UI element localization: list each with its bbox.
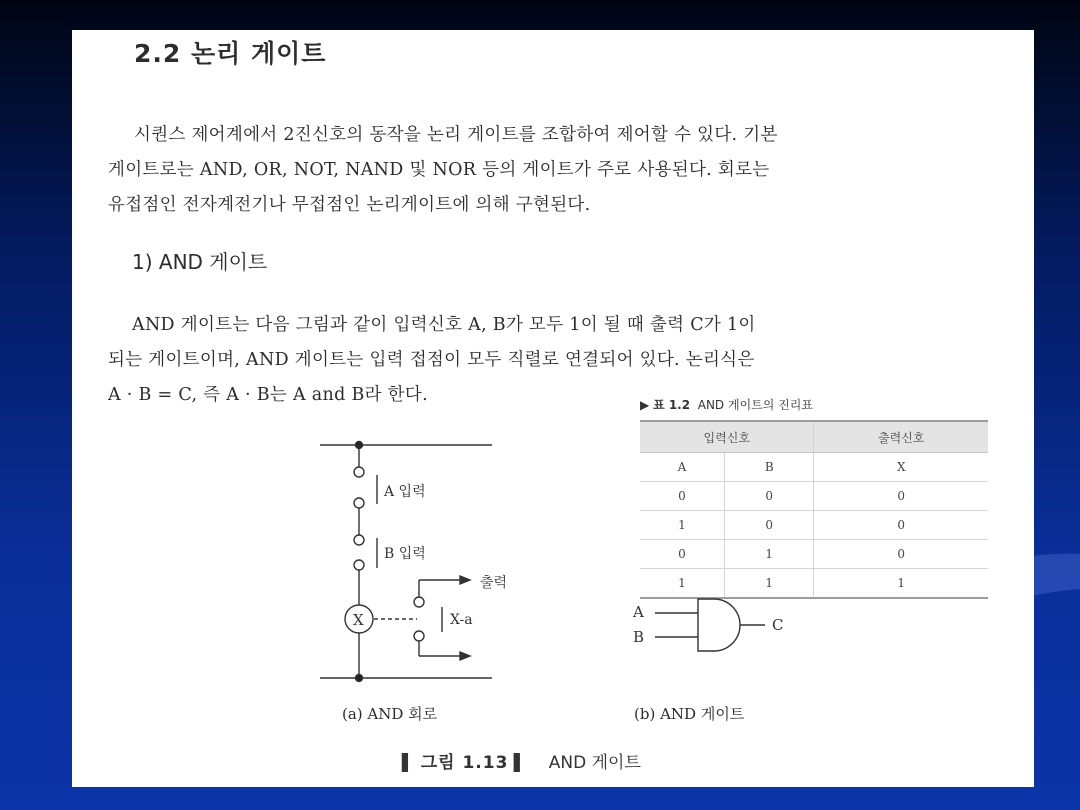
- table-cell: 1: [724, 540, 814, 569]
- table-cell: 0: [814, 511, 988, 540]
- col-b-header: B: [724, 453, 814, 482]
- gate-input-b-label: B: [633, 628, 645, 646]
- col-a-header: A: [640, 453, 724, 482]
- contact-label: X-a: [450, 612, 473, 628]
- caption-bar-icon: ▌: [402, 753, 416, 772]
- xa-contact-bottom: [414, 631, 424, 641]
- table-cell: 1: [724, 569, 814, 599]
- and-line-3: A · B = C, 즉 A · B는 A and B라 한다.: [108, 385, 428, 405]
- and-gate-symbol: [698, 599, 740, 651]
- gate-caption: (b) AND 게이트: [634, 705, 745, 723]
- output-label: 출력: [480, 575, 508, 591]
- table-cell: 1: [640, 569, 724, 599]
- contact-a-bottom: [354, 498, 364, 508]
- subsection-heading: 1) AND 게이트: [132, 250, 268, 274]
- table-cell: 0: [724, 511, 814, 540]
- gate-input-a-label: A: [633, 603, 644, 621]
- table-title: AND 게이트의 진리표: [697, 398, 813, 412]
- table-cell: 0: [640, 540, 724, 569]
- figure-number: 그림 1.13: [420, 753, 509, 773]
- output-signal-header: 출력신호: [814, 421, 988, 453]
- intro-line-3: 유접점인 전자계전기나 무접점인 논리게이트에 의해 구현된다.: [108, 195, 591, 215]
- table-cell: 0: [814, 482, 988, 511]
- triangle-marker-icon: ▶: [640, 398, 650, 412]
- col-x-header: X: [814, 453, 988, 482]
- bottom-junction-dot: [356, 675, 363, 682]
- section-heading: 2.2 논리 게이트: [134, 39, 327, 68]
- figure-title: AND 게이트: [548, 753, 641, 773]
- b-input-label: B 입력: [384, 546, 426, 562]
- and-line-1: AND 게이트는 다음 그림과 같이 입력신호 A, B가 모두 1이 될 때 출력 C가 1이: [132, 315, 756, 335]
- intro-line-2: 게이트로는 AND, OR, NOT, NAND 및 NOR 등의 게이트가 주로 사용된다. 회로는: [108, 160, 770, 180]
- figure-caption: [402, 748, 641, 773]
- contact-b-bottom: [354, 560, 364, 570]
- relay-label: X: [353, 611, 364, 629]
- intro-line-1: 시퀀스 제어계에서 2진신호의 동작을 논리 게이트를 조합하여 제어할 수 있다. 기본: [134, 125, 778, 145]
- output-arrow-icon: [460, 576, 470, 584]
- table-cell: 0: [724, 482, 814, 511]
- caption-bar-icon: ▌: [513, 753, 528, 772]
- figure-diagrams: [72, 30, 1034, 787]
- gate-output-label: C: [772, 616, 784, 634]
- and-line-2: 되는 게이트이며, AND 게이트는 입력 접점이 모두 직렬로 연결되어 있다. 논리식은: [108, 350, 755, 370]
- a-input-label: A 입력: [384, 484, 426, 500]
- and-gate-diagram: [655, 599, 765, 651]
- circuit-caption: (a) AND 회로: [342, 705, 438, 723]
- input-signal-header: 입력신호: [640, 421, 814, 453]
- contact-b-top: [354, 535, 364, 545]
- table-number: 표 1.2: [653, 398, 691, 412]
- document-page: [72, 30, 1034, 787]
- table-cell: 0: [814, 540, 988, 569]
- table-cell: 0: [640, 482, 724, 511]
- table-cell: 1: [814, 569, 988, 599]
- contact-a-top: [354, 467, 364, 477]
- xa-contact-top: [414, 597, 424, 607]
- return-arrow-icon: [460, 652, 470, 660]
- table-cell: 1: [640, 511, 724, 540]
